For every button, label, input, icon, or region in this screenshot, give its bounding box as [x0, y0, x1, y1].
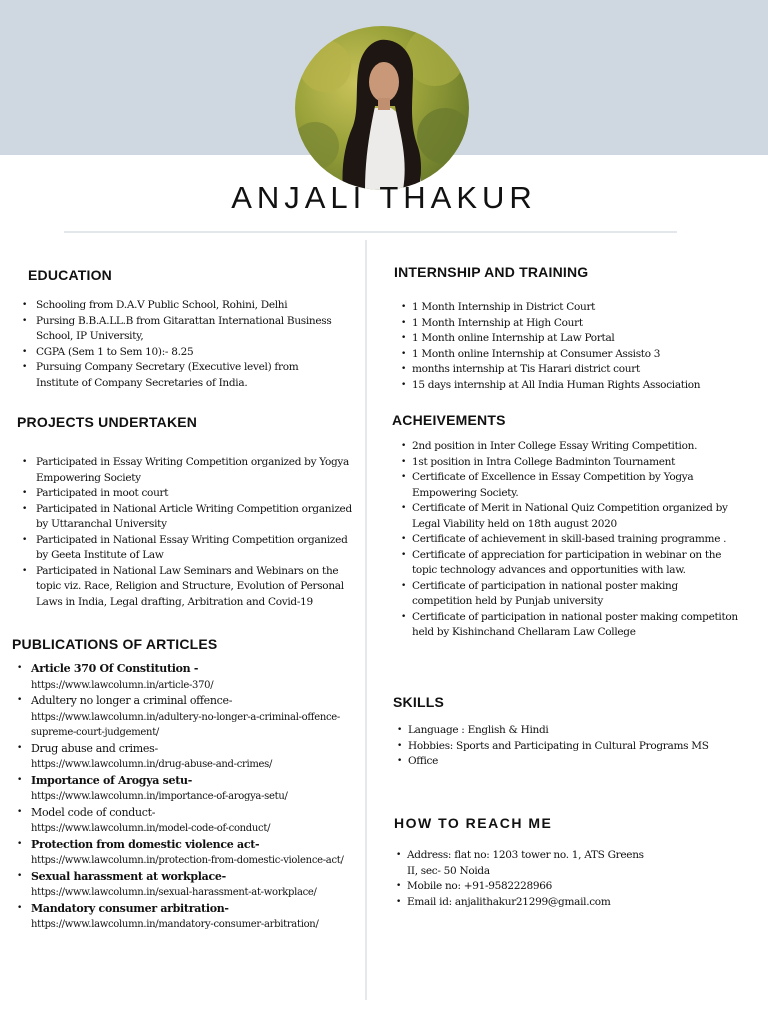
internship-item: • 1 Month Internship in District Court: [394, 300, 744, 316]
education-list: [20, 298, 340, 391]
profile-photo: [295, 26, 469, 190]
skill-item: • Hobbies: Sports and Participating in Cultural Programs MS: [390, 739, 740, 755]
publication-link[interactable]: https://www.lawcolumn.in/article-370/: [31, 679, 214, 691]
column-divider: [365, 240, 367, 1000]
publication-item: [15, 661, 355, 693]
publication-title: Mandatory consumer arbitration-: [31, 901, 229, 915]
publication-item: [15, 693, 355, 741]
candidate-name: ANJALI THAKUR: [231, 180, 537, 215]
internship-list: [394, 300, 744, 393]
skills-list: [390, 723, 740, 770]
publication-item: [15, 741, 355, 773]
skill-item: • Office: [390, 754, 740, 770]
achievement-item: • Certificate of achievement in skill-based training programme .: [394, 532, 739, 548]
publication-title: Sexual harassment at workplace-: [31, 869, 226, 883]
publication-link[interactable]: https://www.lawcolumn.in/model-code-of-conduct/: [31, 823, 271, 834]
achievements-heading: ACHEIVEMENTS: [392, 412, 506, 428]
projects-list: [20, 455, 355, 610]
internship-item: • months internship at Tis Harari district court: [394, 362, 744, 378]
internship-item: • 15 days internship at All India Human Rights Association: [394, 378, 744, 394]
project-item: • Participated in National Essay Writing Competition organized by Geeta Institute of Law: [20, 533, 355, 564]
internship-heading: INTERNSHIP AND TRAINING: [394, 264, 589, 280]
achievements-list: [394, 439, 739, 641]
publication-title: Drug abuse and crimes-: [31, 741, 158, 755]
project-item: • Participated in National Law Seminars and Webinars on the topic viz. Race, Religion and Structure, Evolution of Personal Laws in India, Legal drafting, Arbitration and Covid-19: [20, 564, 355, 611]
publication-link[interactable]: https://www.lawcolumn.in/importance-of-arogya-setu/: [31, 791, 288, 802]
publication-title: Adultery no longer a criminal offence-: [31, 694, 233, 707]
projects-heading: PROJECTS UNDERTAKEN: [17, 414, 198, 430]
achievement-item: • Certificate of Merit in National Quiz Competition organized by Legal Viability held on 18th august 2020: [394, 501, 739, 532]
publications-heading: PUBLICATIONS OF ARTICLES: [12, 636, 218, 652]
internship-item: • 1 Month online Internship at Consumer Assisto 3: [394, 347, 744, 363]
project-item: • Participated in National Article Writing Competition organized by Uttaranchal University: [20, 502, 355, 533]
education-item: • Schooling from D.A.V Public School, Rohini, Delhi: [20, 298, 340, 314]
project-item: • Participated in moot court: [20, 486, 355, 502]
achievement-item: • Certificate of participation in national poster making competiton held by Kishinchand Chellaram Law College: [394, 610, 739, 641]
achievement-item: • Certificate of Excellence in Essay Competition by Yogya Empowering Society.: [394, 470, 739, 501]
publication-title: Article 370 Of Constitution -: [31, 662, 199, 675]
education-item: • Pursing B.B.A.LL.B from Gitarattan International Business School, IP University,: [20, 314, 340, 345]
skills-heading: SKILLS: [393, 694, 444, 710]
publication-item: [15, 901, 355, 933]
contact-item: • Email id: anjalithakur21299@gmail.com: [389, 895, 649, 911]
header-divider: [64, 231, 677, 233]
contact-list: [389, 848, 649, 910]
publication-link[interactable]: https://www.lawcolumn.in/drug-abuse-and-crimes/: [31, 759, 273, 770]
publication-link[interactable]: https://www.lawcolumn.in/protection-from-domestic-violence-act/: [31, 855, 344, 866]
contact-item: • Address: flat no: 1203 tower no. 1, ATS Greens II, sec- 50 Noida: [389, 848, 649, 879]
publication-item: [15, 805, 355, 837]
achievement-item: • Certificate of participation in national poster making competition held by Punjab university: [394, 579, 739, 610]
education-item: • Pursuing Company Secretary (Executive level) from Institute of Company Secretaries of India.: [20, 360, 340, 391]
achievement-item: • 1st position in Intra College Badminton Tournament: [394, 455, 739, 471]
skill-item: • Language : English & Hindi: [390, 723, 740, 739]
internship-item: • 1 Month Internship at High Court: [394, 316, 744, 332]
achievement-item: • 2nd position in Inter College Essay Writing Competition.: [394, 439, 739, 455]
project-item: • Participated in Essay Writing Competition organized by Yogya Empowering Society: [20, 455, 355, 486]
publications-list: [15, 661, 355, 933]
publication-title: Importance of Arogya setu-: [31, 773, 192, 787]
education-item: • CGPA (Sem 1 to Sem 10):- 8.25: [20, 345, 340, 361]
publication-item: [15, 773, 355, 805]
internship-item: • 1 Month online Internship at Law Portal: [394, 331, 744, 347]
contact-item: • Mobile no: +91-9582228966: [389, 879, 649, 895]
publication-title: Model code of conduct-: [31, 805, 156, 819]
contact-heading: HOW TO REACH ME: [394, 815, 553, 831]
publication-link[interactable]: https://www.lawcolumn.in/adultery-no-longer-a-criminal-offence-supreme-court-judgement/: [31, 711, 340, 738]
publication-link[interactable]: https://www.lawcolumn.in/mandatory-consumer-arbitration/: [31, 919, 319, 930]
publication-item: [15, 837, 355, 869]
publication-link[interactable]: https://www.lawcolumn.in/sexual-harassment-at-workplace/: [31, 887, 317, 898]
publication-item: [15, 869, 355, 901]
education-heading: EDUCATION: [28, 267, 112, 283]
publication-title: Protection from domestic violence act-: [31, 837, 260, 851]
achievement-item: • Certificate of appreciation for participation in webinar on the topic technology advances and opportunities with law.: [394, 548, 739, 579]
